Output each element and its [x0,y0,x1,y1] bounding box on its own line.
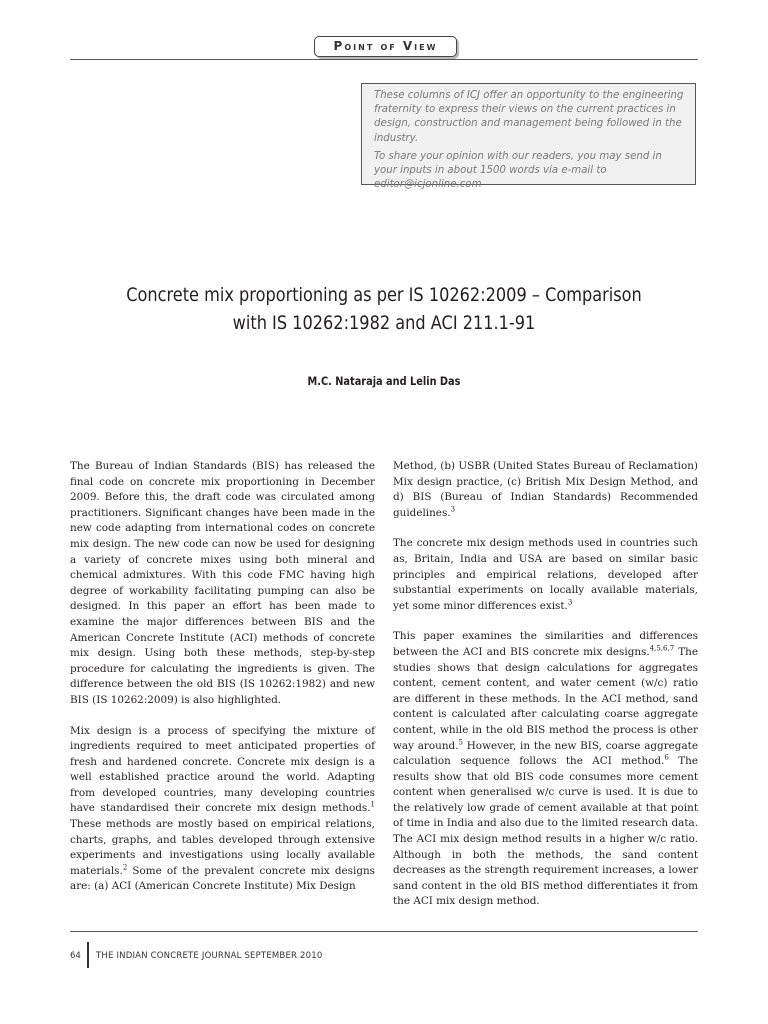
right-column [393,459,698,910]
right-paragraph-1 [393,459,698,521]
right-paragraph-3-text-a: This paper examines the similarities and differences between the ACI and BIS concrete mix designs. [393,630,698,658]
left-column [70,459,375,895]
right-paragraph-2-text: The concrete mix design methods used in countries such as, Britain, India and USA are based on similar basic principles and empirical relations, developed after substantial experiments on locally available materials, yet some minor differences exist. [393,537,698,612]
right-paragraph-3-text-d: The results show that old BIS code consumes more cement content when generalised w/c curve is used. It is due to the relatively low grade of cement available at that point of time in India and also due to the limited research data. The ACI mix design method results in a higher w/c ratio. Although in both the methods, the sand content decreases as the strength requirement increases, a lower sand content in the old BIS method differentiates it from the ACI mix design method. [393,755,698,908]
ref-2: 2 [122,863,128,872]
article-authors: M.C. Nataraja and Lelin Das [307,374,461,388]
article-title-line2: with IS 10262:1982 and ACI 211.1-91 [232,312,536,334]
ref-6: 6 [664,753,669,762]
footer-rule [70,931,698,932]
header-rule [70,59,698,60]
right-paragraph-3-text-b: The studies shows that design calculations for aggregates content, cement content, and water cement (w/c) ratio are different in these methods. In the ACI method, sand content is calculated after calculating coarse aggregate content, while in the old BIS method the process is other way around. [393,645,699,752]
journal-name: THE INDIAN CONCRETE JOURNAL SEPTEMBER 2010 [96,951,323,961]
left-paragraph-2 [70,724,375,896]
ref-3: 3 [450,505,456,514]
footer-divider [87,942,89,968]
left-paragraph-1: The Bureau of Indian Standards (BIS) has released the final code on concrete mix proportioning in December 2009. Before this, the draft code was circulated among practitioners. Significant changes have been made in the new code adapting from international codes on concrete mix design. The new code can now be used for designing a variety of concrete mixes using both mineral and chemical admixtures. With this code FMC having high degree of workability facilitating pumping can also be designed. In this paper an effort has been made to examine the major differences between BIS and the American Concrete Institute (ACI) methods of concrete mix design. Using both these methods, step-by-step procedure for calculating the ingredients is given. The difference between the old BIS (IS 10262:1982) and new BIS (IS 10262:2009) is also highlighted. [70,460,375,706]
left-paragraph-2-text-a: Mix design is a process of specifying the mixture of ingredients required to meet anticipated properties of fresh and hardened concrete. Concrete mix design is a well established practice around the world. Adapting from developed countries, many developing countries have standardised their concrete mix design methods. [70,724,375,815]
article-title [117,281,651,337]
left-paragraph-2-text-c: Some of the prevalent concrete mix designs are: (a) ACI (American Concrete Institute) Mix Design [70,864,375,893]
right-paragraph-3-text-c: However, in the new BIS, coarse aggregate calculation sequence follows the ACI method. [393,739,698,768]
article-title-line1: Concrete mix proportioning as per IS 10262:2009 – Comparison [126,284,642,306]
page-number: 64 [70,951,81,961]
section-tag: Point of View [314,36,457,57]
right-paragraph-2 [393,536,698,614]
editorial-notice-box [361,83,696,191]
ref-1: 1 [370,801,375,809]
ref-4-7: 4,5,6,7 [649,644,675,653]
notice-contact-text: To share your opinion with our readers, you may send in your inputs in about 1500 words via e-mail to editor@icjonline.com [374,150,662,191]
left-paragraph-2-text-b: These methods are mostly based on empirical relations, charts, graphs, and tables developed through extensive experiments and investigations using locally available materials. [70,818,375,877]
ref-5: 5 [458,738,463,747]
ref-3b: 3 [567,598,573,607]
right-paragraph-3 [393,629,698,910]
notice-text: These columns of ICJ offer an opportunity to the engineering fraternity to express their views on the current practices in design, construction and management being followed in the industry. [374,90,684,144]
right-paragraph-1-text: Method, (b) USBR (United States Bureau of Reclamation) Mix design practice, (c) British Mix Design Method, and d) BIS (Bureau of Indian Standards) Recommended guidelines. [393,460,698,519]
